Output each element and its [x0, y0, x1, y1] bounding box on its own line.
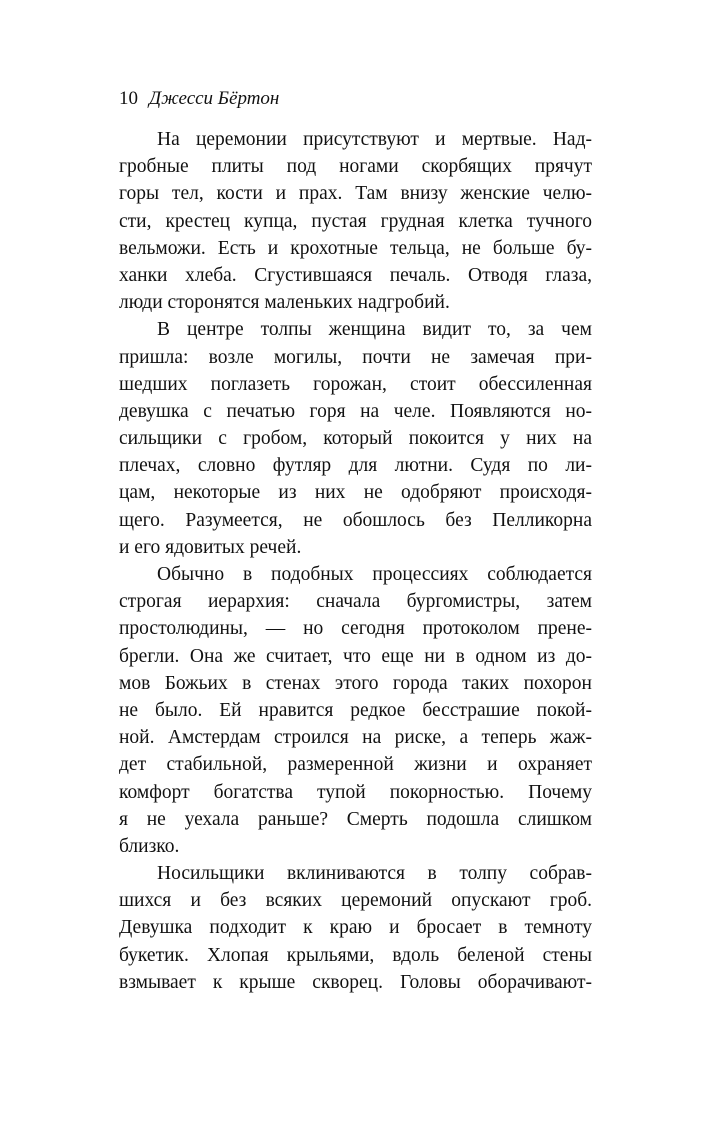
text-line: В центре толпы женщина видит то, за чем — [157, 319, 592, 341]
text-line: дет стабильной, размеренной жизни и охраняет — [119, 754, 592, 776]
text-line: щего. Разумеется, не обошлось без Пелликорна — [119, 509, 592, 531]
text-line: На церемонии присутствуют и мертвые. Над- — [157, 129, 592, 150]
text-line: я не уехала раньше? Смерть подошла слишком — [119, 808, 592, 830]
text-line: шихся и без всяких церемоний опускают гроб. — [119, 890, 592, 912]
text-line: ханки хлеба. Сгустившаяся печаль. Отводя глаза, — [119, 264, 592, 286]
text-line: мов Божьих в стенах этого города таких похорон — [119, 672, 592, 694]
text-line: сильщики с гробом, который покоится у них на — [119, 428, 592, 450]
text-line: цам, некоторые из них не одобряют происходя- — [119, 482, 592, 504]
text-line: Носильщики вклиниваются в толпу собрав- — [157, 863, 592, 885]
text-line: девушка с печатью горя на челе. Появляются но- — [119, 400, 592, 422]
text-line: гробные плиты под ногами скорбящих прячут — [119, 156, 592, 178]
text-line: строгая иерархия: сначала бургомистры, затем — [119, 591, 592, 613]
text-line: Девушка подходит к краю и бросает в темноту — [119, 917, 592, 939]
text-line: близко. — [119, 835, 180, 857]
paragraph — [119, 561, 592, 860]
running-head — [119, 86, 279, 112]
text-line: не было. Ей нравится редкое бесстрашие покой- — [119, 699, 592, 721]
paragraph — [119, 860, 592, 996]
body-text — [119, 126, 592, 996]
text-line: пришла: возле могилы, почти не замечая при- — [119, 346, 592, 368]
text-line: комфорт богатства тупой покорностью. Почему — [119, 781, 592, 803]
paragraph — [119, 316, 592, 561]
text-line: простолюдины, — но сегодня протоколом прене- — [119, 618, 592, 640]
text-line: шедших поглазеть горожан, стоит обессиленная — [119, 373, 592, 395]
paragraph — [119, 126, 592, 316]
text-line: ной. Амстердам строился на риске, а теперь жаж- — [119, 727, 592, 749]
running-head-author: Джесси Бёртон — [149, 88, 280, 109]
page-number: 10 — [119, 88, 138, 109]
text-line: сти, крестец купца, пустая грудная клетка тучного — [119, 210, 592, 232]
text-line: люди сторонятся маленьких надгробий. — [119, 292, 450, 314]
text-line: букетик. Хлопая крыльями, вдоль беленой стены — [119, 944, 592, 966]
text-line: брегли. Она же считает, что еще ни в одном из до- — [119, 645, 592, 667]
text-line: взмывает к крыше скворец. Головы оборачивают- — [119, 971, 592, 993]
text-line: Обычно в подобных процессиях соблюдается — [157, 564, 592, 585]
text-line: вельможи. Есть и крохотные тельца, не больше бу- — [119, 237, 592, 259]
text-line: и его ядовитых речей. — [119, 536, 302, 558]
text-line: горы тел, кости и прах. Там внизу женские челю- — [119, 183, 592, 205]
text-line: плечах, словно футляр для лютни. Судя по ли- — [119, 455, 592, 477]
